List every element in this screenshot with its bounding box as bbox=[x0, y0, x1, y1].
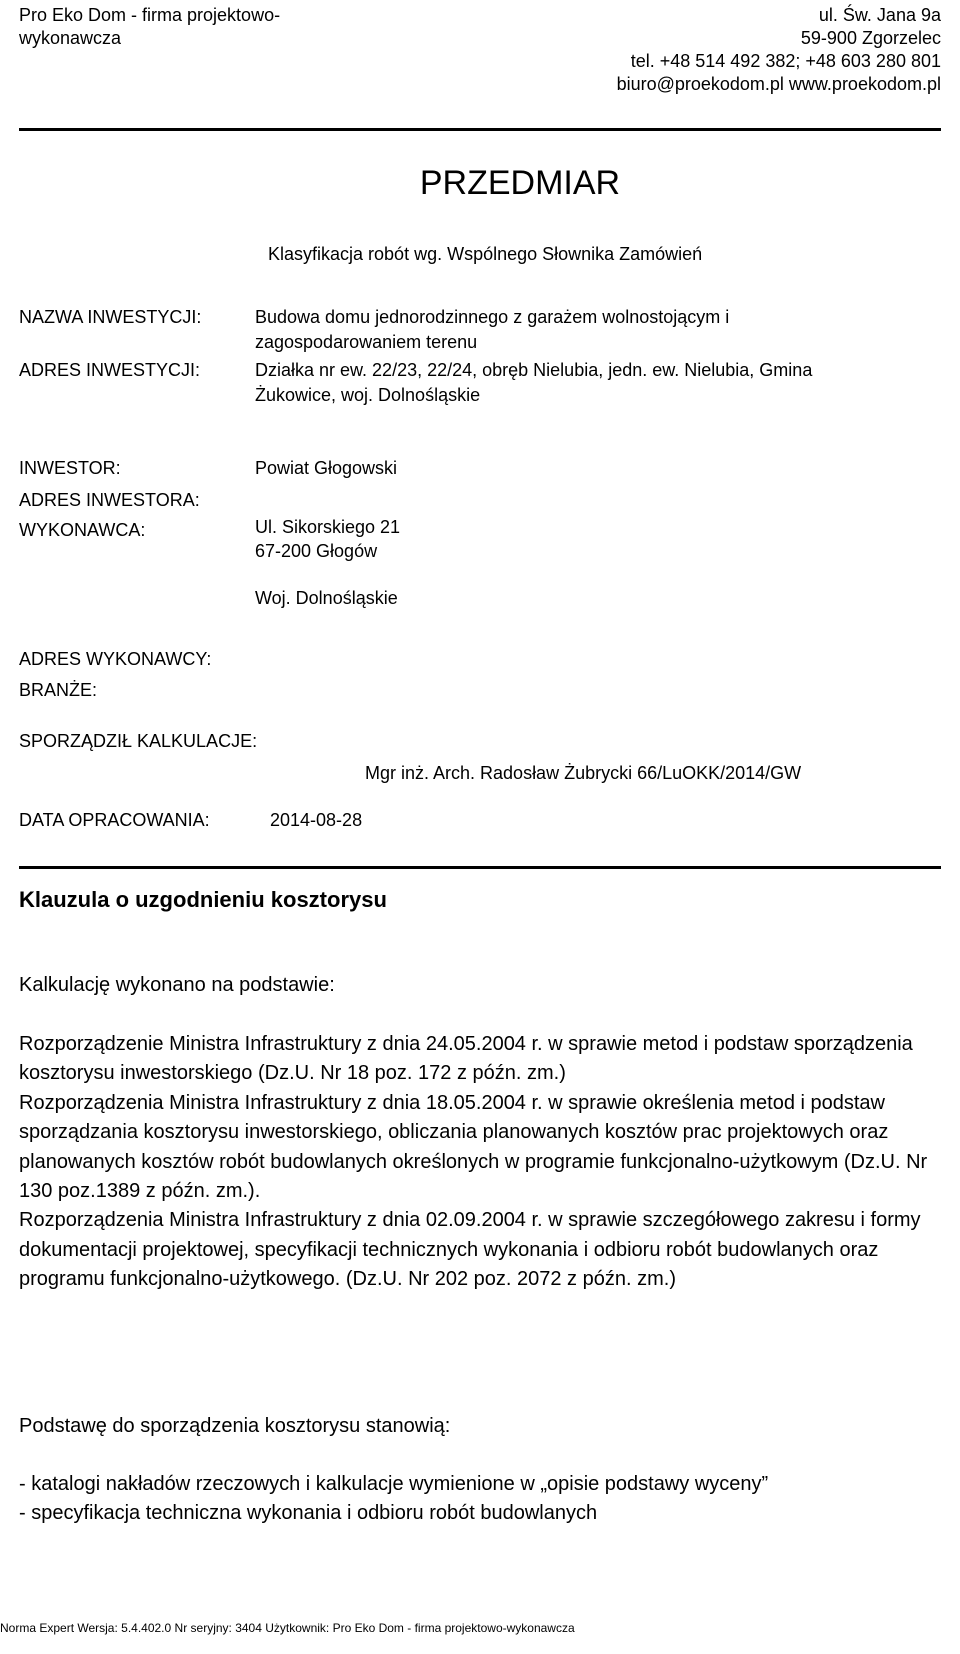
adres-inwestycji-label: ADRES INWESTYCJI: bbox=[19, 360, 201, 380]
clause-heading: Klauzula o uzgodnieniu kosztorysu bbox=[19, 887, 387, 912]
company-city: 59-900 Zgorzelec bbox=[800, 28, 941, 48]
woj-value: Woj. Dolnośląskie bbox=[255, 588, 398, 608]
branze-label: BRANŻE: bbox=[19, 680, 98, 700]
header-divider bbox=[19, 128, 941, 131]
nazwa-inwestycji-value-line1: Budowa domu jednorodzinnego z garażem wolnostojącym i bbox=[255, 307, 730, 327]
basis2-list bbox=[19, 1470, 939, 1529]
adres-inwestora-label: ADRES INWESTORA: bbox=[19, 490, 200, 510]
data-opracowania-value: 2014-08-28 bbox=[270, 810, 363, 830]
adres-inwestora-value-line1: Ul. Sikorskiego 21 bbox=[255, 517, 401, 537]
sporzadzil-value: Mgr inż. Arch. Radosław Żubrycki 66/LuOKK/2014/GW bbox=[365, 763, 802, 783]
adres-inwestycji-value-line1: Działka nr ew. 22/23, 22/24, obręb Nielubia, jedn. ew. Nielubia, Gmina bbox=[255, 360, 813, 380]
inwestor-value: Powiat Głogowski bbox=[255, 458, 398, 478]
adres-inwestora-value-line2: 67-200 Głogów bbox=[255, 541, 378, 561]
adres-wykonawcy-label: ADRES WYKONAWCY: bbox=[19, 649, 212, 669]
regulation-item: Rozporządzenia Ministra Infrastruktury z dnia 02.09.2004 r. w sprawie szczegółowego zakresu i formy dokumentacji projektowej, specyfikacji technicznych wykonania i odbioru robót budowlanych oraz programu funkcjonalno-użytkowego. (Dz.U. Nr 202 poz. 2072 z późn. zm.) bbox=[19, 1209, 921, 1291]
nazwa-inwestycji-value-line2: zagospodarowaniem terenu bbox=[255, 332, 478, 352]
regulation-item: Rozporządzenia Ministra Infrastruktury z dnia 18.05.2004 r. w sprawie określenia metod i podstaw sporządzania kosztorysu inwestorskiego, obliczania planowanych kosztów prac projektowych oraz planowanych kosztów robót budowlanych określonych w programie funkcjonalno-użytkowym (Dz.U. Nr 130 poz.1389 z późn. zm.). bbox=[19, 1091, 928, 1203]
sporzadzil-label: SPORZĄDZIŁ KALKULACJE: bbox=[19, 731, 258, 751]
basis2-intro: Podstawę do sporządzenia kosztorysu stanowią: bbox=[19, 1415, 451, 1437]
basis2-item: - katalogi nakładów rzeczowych i kalkulacje wymienione w „opisie podstawy wyceny” bbox=[19, 1473, 769, 1495]
basis2-item: - specyfikacja techniczna wykonania i odbioru robót budowlanych bbox=[19, 1502, 598, 1525]
wykonawca-label: WYKONAWCA: bbox=[19, 520, 146, 540]
regulation-item: Rozporządzenie Ministra Infrastruktury z dnia 24.05.2004 r. w sprawie metod i podstaw sporządzenia kosztorysu inwestorskiego (Dz.U. Nr 18 poz. 172 z późn. zm.) bbox=[19, 1033, 913, 1085]
adres-inwestycji-value-line2: Żukowice, woj. Dolnośląskie bbox=[255, 385, 481, 405]
basis-intro: Kalkulację wykonano na podstawie: bbox=[19, 974, 335, 996]
data-opracowania-label: DATA OPRACOWANIA: bbox=[19, 810, 210, 830]
nazwa-inwestycji-label: NAZWA INWESTYCJI: bbox=[19, 307, 202, 327]
company-name-line2: wykonawcza bbox=[19, 28, 122, 48]
inwestor-label: INWESTOR: bbox=[19, 458, 121, 478]
company-street: ul. Św. Jana 9a bbox=[818, 5, 941, 25]
footer-software-info: Norma Expert Wersja: 5.4.402.0 Nr seryjny: 3404 Użytkownik: Pro Eko Dom - firma projektowo-wykonawcza bbox=[0, 1621, 575, 1635]
page-title: PRZEDMIAR bbox=[419, 164, 621, 202]
clause-divider bbox=[19, 866, 941, 869]
classification: Klasyfikacja robót wg. Wspólnego Słownika Zamówień bbox=[268, 244, 703, 264]
company-name-line1: Pro Eko Dom - firma projektowo- bbox=[19, 5, 281, 25]
regulations-list bbox=[19, 1030, 939, 1295]
company-phones: tel. +48 514 492 382; +48 603 280 801 bbox=[630, 51, 941, 71]
company-contact: biuro@proekodom.pl www.proekodom.pl bbox=[616, 74, 941, 94]
